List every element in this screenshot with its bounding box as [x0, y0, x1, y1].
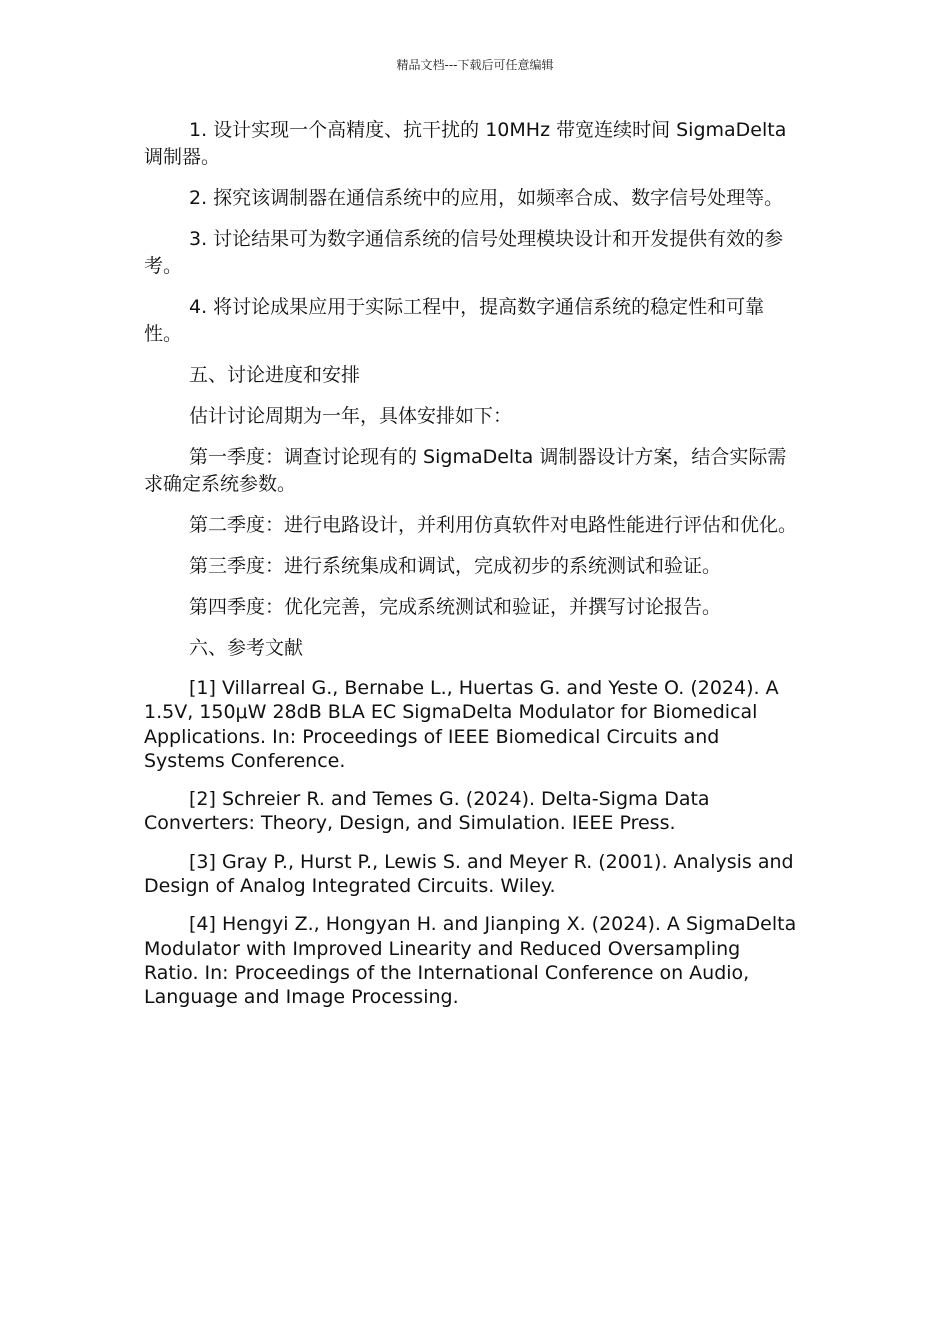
schedule-intro: 估计讨论周期为一年，具体安排如下：: [189, 405, 513, 427]
schedule-q1: 第一季度：调查讨论现有的 SigmaDelta 调制器设计方案，结合实际需求确定系统参数。: [144, 446, 787, 495]
objective-item-4: 4. 将讨论成果应用于实际工程中，提高数字通信系统的稳定性和可靠性。: [144, 296, 765, 345]
objective-item-2: 2. 探究该调制器在通信系统中的应用，如频率合成、数字信号处理等。: [189, 187, 784, 209]
reference-item-1: [1] Villarreal G., Bernabe L., Huertas G. and Yeste O. (2024). A 1.5V, 150μW 28dB BLA EC SigmaDelta Modulator for Biomedical Applications. In: Proceedings of IEEE Biomedical Circuits and Systems Conference.: [144, 677, 779, 772]
section-heading-schedule: 五、讨论进度和安排: [189, 364, 361, 386]
schedule-q3: 第三季度：进行系统集成和调试，完成初步的系统测试和验证。: [189, 555, 722, 577]
objective-item-1: 1. 设计实现一个高精度、抗干扰的 10MHz 带宽连续时间 SigmaDelta 调制器。: [144, 119, 787, 168]
schedule-q4: 第四季度：优化完善，完成系统测试和验证，并撰写讨论报告。: [189, 596, 722, 618]
objective-item-3: 3. 讨论结果可为数字通信系统的信号处理模块设计和开发提供有效的参考。: [144, 228, 784, 277]
document-body: [144, 117, 800, 1024]
reference-item-2: [2] Schreier R. and Temes G. (2024). Delta-Sigma Data Converters: Theory, Design, and Simulation. IEEE Press.: [144, 788, 710, 835]
reference-item-3: [3] Gray P., Hurst P., Lewis S. and Meyer R. (2001). Analysis and Design of Analog Integrated Circuits. Wiley.: [144, 850, 794, 898]
schedule-q2: 第二季度：进行电路设计，并利用仿真软件对电路性能进行评估和优化。: [189, 514, 798, 536]
page-header: 精品文档---下载后可任意编辑: [396, 58, 554, 72]
reference-item-4: [4] Hengyi Z., Hongyan H. and Jianping X. (2024). A SigmaDelta Modulator with Improved Linearity and Reduced Oversampling Ratio. In: Proceedings of the International Conference on Audio, Language and Image Processing.: [144, 913, 797, 1009]
section-heading-references: 六、参考文献: [189, 637, 304, 659]
